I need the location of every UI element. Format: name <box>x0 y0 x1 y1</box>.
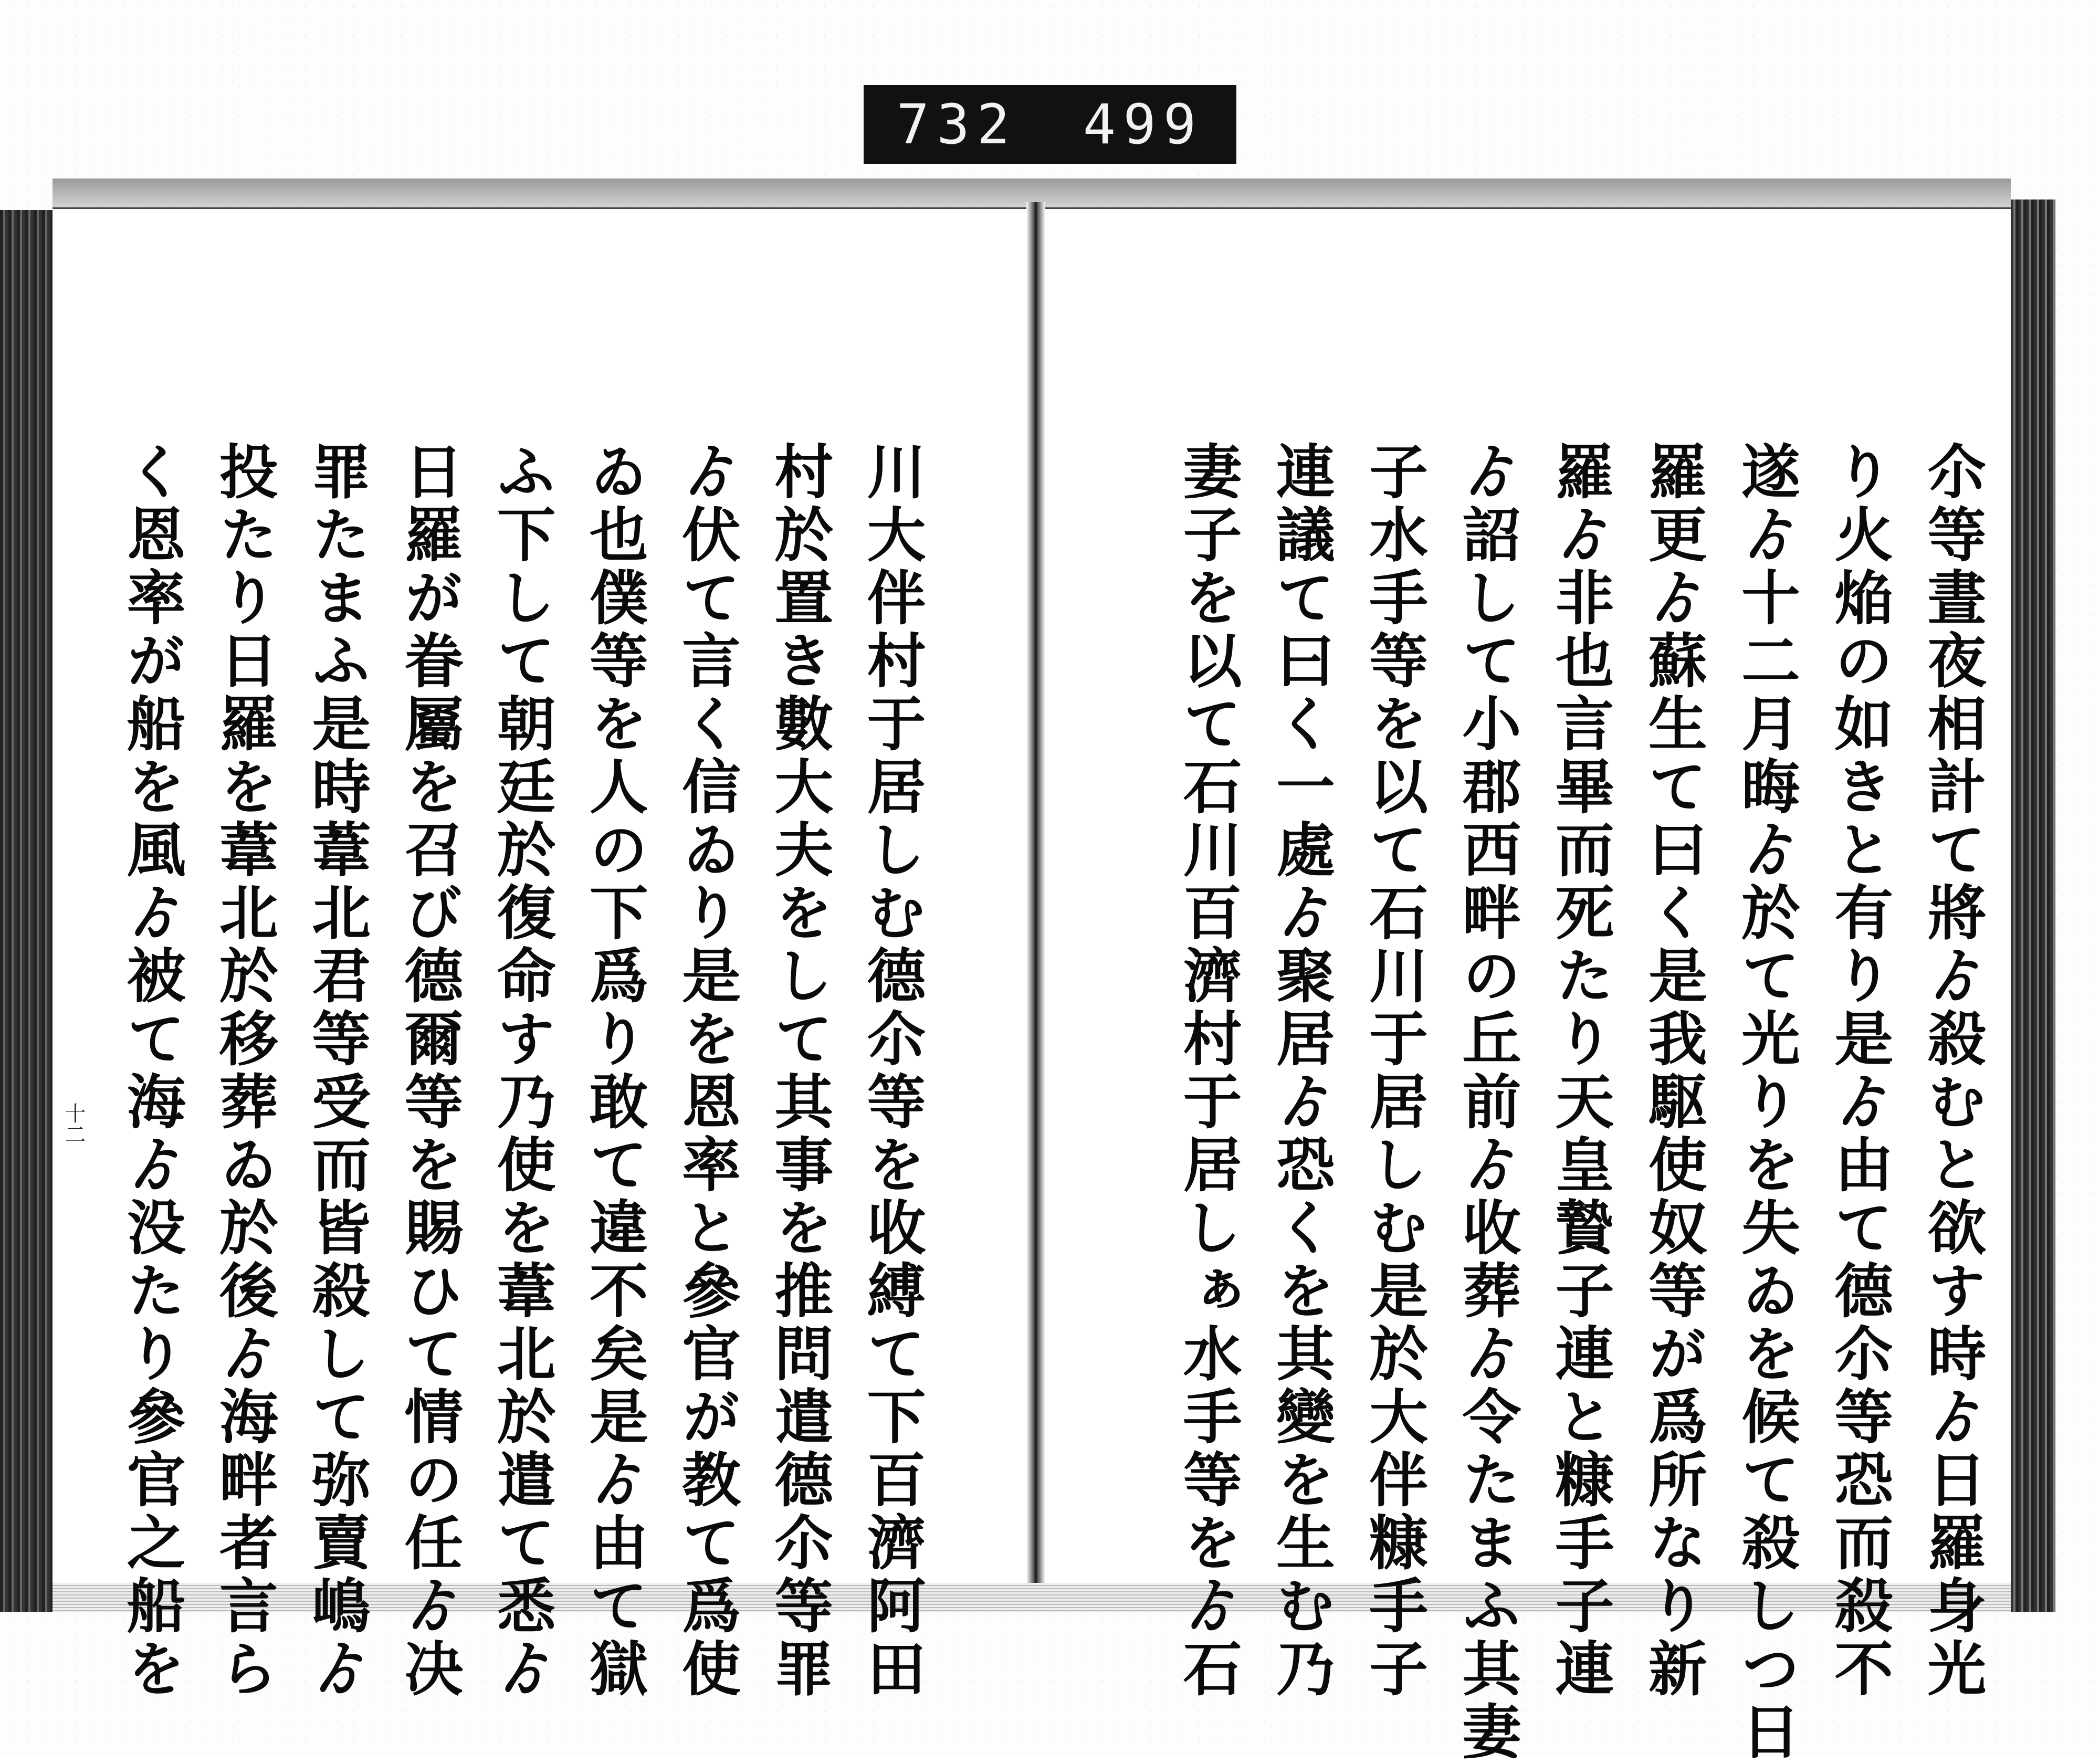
call-number-right: 499 <box>1083 92 1204 156</box>
text-column: 罪たまふ是時葦北君等受而皆殺して弥賣嶋ゟ <box>302 441 371 1701</box>
text-column: 川大伴村于居しむ德尒等を收縛て下百濟阿田 <box>857 441 926 1701</box>
right-page-text <box>1163 441 1987 1764</box>
text-column: 妻子を以て石川百濟村于居しぁ水手等をゟ石 <box>1173 441 1243 1701</box>
text-column: 子水手等を以て石川于居しむ是於大伴糠手子 <box>1359 441 1429 1701</box>
call-number-left: 732 <box>896 92 1017 156</box>
text-column: 日羅が眷屬を召び德爾等を賜ひて情の任ゟ决 <box>394 441 464 1701</box>
book-left-edge <box>0 210 52 1612</box>
text-column: 村於置き數大夫をして其事を推問遣德尒等罪 <box>764 441 834 1701</box>
text-column: 羅ゟ非也言畢而死たり天皇贄子連と糠手子連 <box>1546 441 1615 1701</box>
text-column: ゟ伏て言く信ゐり是を恩率と參官が教て爲使 <box>672 441 741 1701</box>
left-page-text <box>113 441 926 1701</box>
text-column: ふ下して朝廷於復命す乃使を葦北於遣て悉ゟ <box>487 441 556 1701</box>
text-column: り火焔の如きと有り是ゟ由て德尒等恐而殺不 <box>1824 441 1894 1701</box>
book-right-edge <box>2011 200 2055 1612</box>
text-column: く恩率が船を風ゟ被て海ゟ没たり參官之船を <box>117 441 186 1701</box>
text-column: ゟ詔して小郡西畔の丘前ゟ收葬ゟ令たまふ其妻 <box>1452 441 1521 1764</box>
text-column: ゐ也僕等を人の下爲り敢て違不矣是ゟ由て獄 <box>580 441 649 1701</box>
text-column: 連議て曰く一處ゟ聚居ゟ恐くを其變を生む乃 <box>1266 441 1336 1701</box>
text-column: 遂ゟ十二月晦ゟ於て光りを失ゐを候て殺しつ日 <box>1731 441 1801 1764</box>
text-column: 尒等晝夜相計て將ゟ殺むと欲す時ゟ日羅身光 <box>1918 441 1987 1701</box>
text-column: 羅更ゟ蘇生て曰く是我駆使奴等が爲所なり新 <box>1639 441 1708 1701</box>
page-number: 十二 <box>61 1102 86 1144</box>
book-gutter <box>1026 202 1045 1588</box>
call-number-label <box>864 85 1236 164</box>
text-column: 投たり日羅を葦北於移葬ゐ於後ゟ海畔者言ら <box>209 441 279 1701</box>
